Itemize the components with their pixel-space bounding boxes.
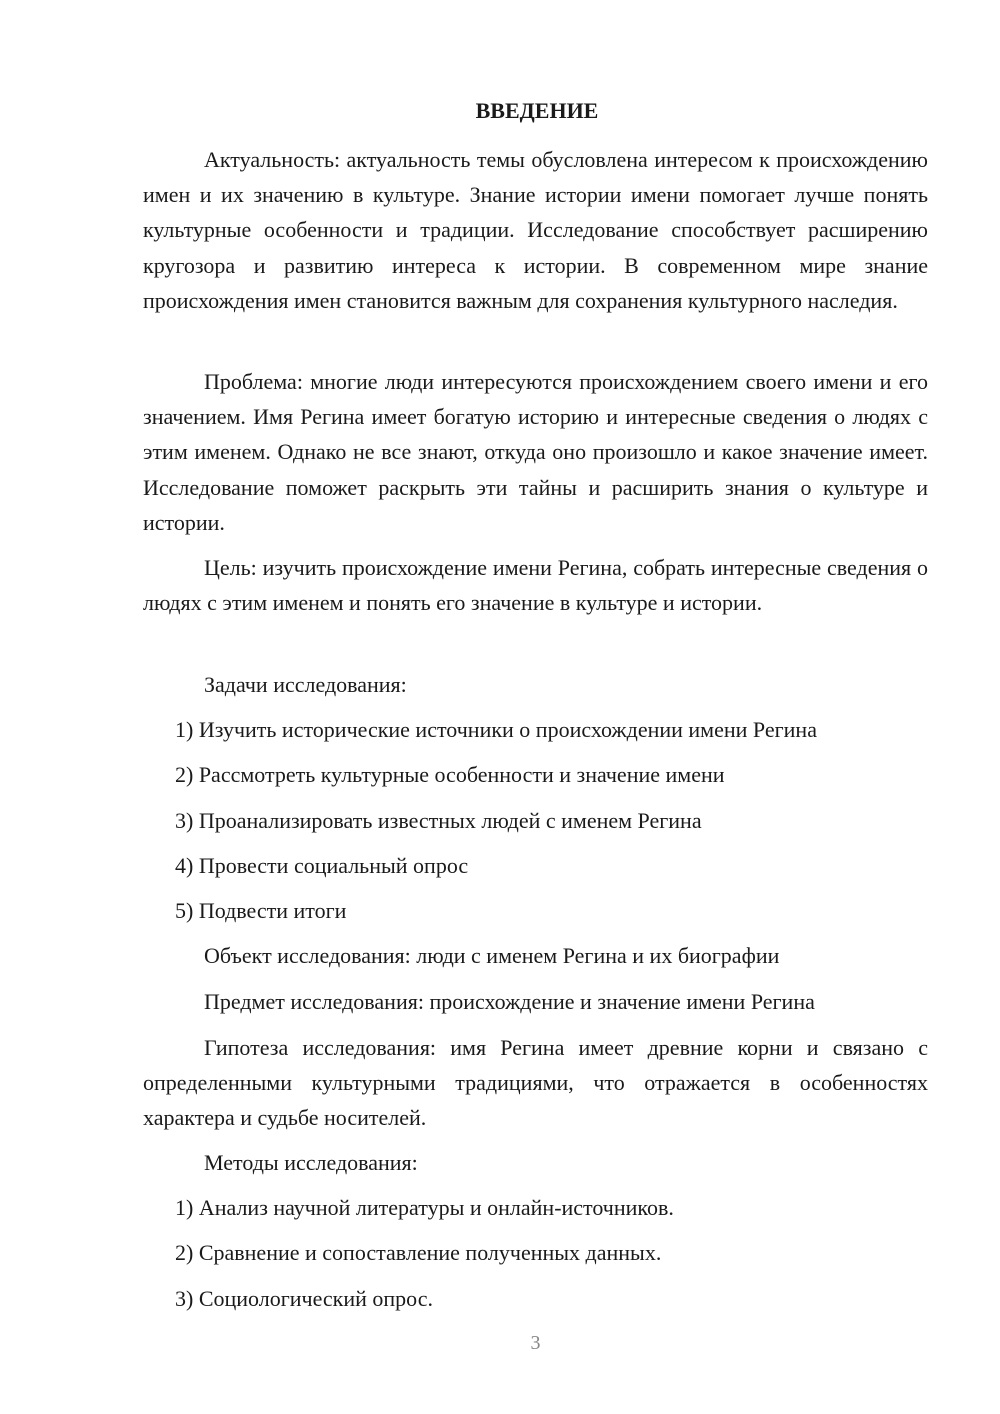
task-item: 5) Подвести итоги bbox=[175, 898, 347, 923]
tasks-heading: Задачи исследования: bbox=[204, 672, 407, 697]
research-subject: Предмет исследования: происхождение и значение имени Регина bbox=[204, 989, 815, 1014]
page-number: 3 bbox=[530, 1332, 541, 1354]
section-title: ВВЕДЕНИЕ bbox=[475, 98, 599, 123]
problem-paragraph: Проблема: многие люди интересуются происхождением своего имени и его значением. Имя Регина имеет богатую историю и интересные сведения о людях с этим именем. Однако не все знают, откуда оно произошло и какое значение имеет. Исследование поможет раскрыть эти тайны и расширить знания о культуре и истории. bbox=[143, 369, 928, 535]
method-item: 1) Анализ научной литературы и онлайн-источников. bbox=[175, 1195, 674, 1220]
hypothesis-paragraph: Гипотеза исследования: имя Регина имеет древние корни и связано с определенными культурными традициями, что отражается в особенностях характера и судьбе носителей. bbox=[143, 1035, 928, 1131]
research-object: Объект исследования: люди с именем Регина и их биографии bbox=[204, 943, 780, 968]
method-item: 3) Социологический опрос. bbox=[175, 1286, 433, 1311]
relevance-paragraph: Актуальность: актуальность темы обусловлена интересом к происхождению имен и их значению в культуре. Знание истории имени помогает лучше понять культурные особенности и традиции. Исследование способствует расширению кругозора и развитию интереса к истории. В современном мире знание происхождения имен становится важным для сохранения культурного наследия. bbox=[143, 147, 928, 313]
task-item: 1) Изучить исторические источники о происхождении имени Регина bbox=[175, 717, 817, 742]
method-item: 2) Сравнение и сопоставление полученных данных. bbox=[175, 1240, 662, 1265]
task-item: 2) Рассмотреть культурные особенности и значение имени bbox=[175, 762, 725, 787]
methods-heading: Методы исследования: bbox=[204, 1150, 418, 1175]
document-page bbox=[143, 0, 928, 1414]
task-item: 3) Проанализировать известных людей с именем Регина bbox=[175, 808, 702, 833]
task-item: 4) Провести социальный опрос bbox=[175, 853, 469, 878]
goal-paragraph: Цель: изучить происхождение имени Регина, собрать интересные сведения о людях с этим именем и понять его значение в культуре и истории. bbox=[143, 555, 928, 616]
